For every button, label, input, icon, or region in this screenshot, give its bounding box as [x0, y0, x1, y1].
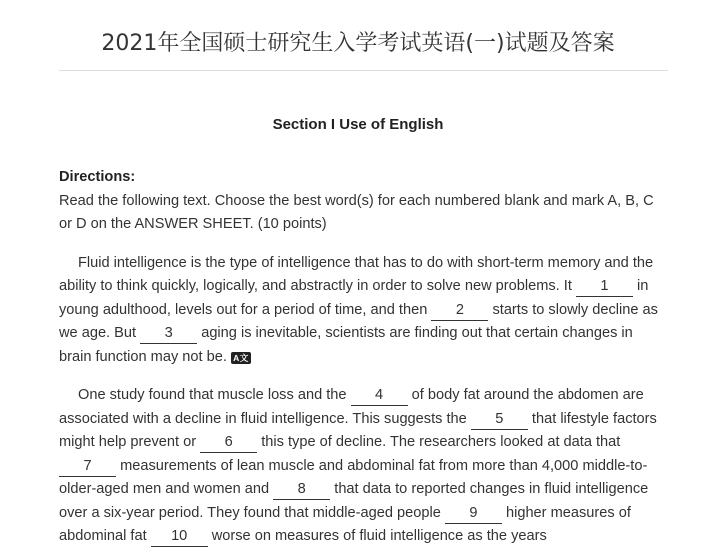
blank-7: 7 — [59, 457, 116, 477]
paragraph-text: higher measures of abdominal fat — [59, 504, 631, 544]
paragraph-text: aging is inevitable, scientists are finding out that certain changes in brain function may not be. — [59, 325, 633, 365]
paragraph-text: of body fat around the abdomen are associated with a decline in fluid intelligence. This suggests the — [59, 387, 644, 427]
directions-label: Directions: — [59, 169, 136, 185]
translate-icon[interactable]: A文 — [231, 352, 251, 364]
article-content — [59, 166, 669, 549]
paragraph-2 — [59, 384, 669, 549]
blank-2: 2 — [431, 301, 488, 321]
paragraph-text: starts to slowly decline as we age. But — [59, 301, 658, 341]
blank-9: 9 — [445, 504, 502, 524]
paragraph-text: Fluid intelligence is the type of intelligence that has to do with short-term memory and the ability to think quickly, logically, and abstractly in order to solve new problems. It — [59, 254, 654, 294]
paragraph-text: that lifestyle factors might help prevent or — [59, 410, 657, 450]
paragraph-text: that data to reported changes in fluid intelligence over a six-year period. They found that middle-aged people — [59, 481, 649, 521]
blank-4: 4 — [351, 386, 408, 406]
blank-5: 5 — [471, 410, 528, 430]
section-heading: Section I Use of English — [272, 116, 444, 133]
blank-1: 1 — [576, 277, 633, 297]
paragraph-text: worse on measures of fluid intelligence as the years — [211, 528, 547, 544]
directions-text: Read the following text. Choose the best word(s) for each numbered blank and mark A, B, C or D on the ANSWER SHEET. (10 points) — [59, 192, 654, 232]
blank-3: 3 — [140, 324, 197, 344]
blank-10: 10 — [151, 527, 208, 547]
paragraph-text: in young adulthood, levels out for a period of time, and then — [59, 278, 649, 318]
blank-6: 6 — [200, 433, 257, 453]
paragraph-text: One study found that muscle loss and the — [78, 387, 347, 403]
blank-8: 8 — [273, 480, 330, 500]
paragraph-1 — [59, 252, 669, 370]
title-divider — [59, 70, 668, 71]
page-title: 2021年全国硕士研究生入学考试英语(一)试题及答案 — [101, 31, 615, 56]
paragraph-text: this type of decline. The researchers looked at data that — [261, 434, 621, 450]
paragraph-text: measurements of lean muscle and abdominal fat from more than 4,000 middle-to-older-aged men and women and — [59, 457, 648, 497]
